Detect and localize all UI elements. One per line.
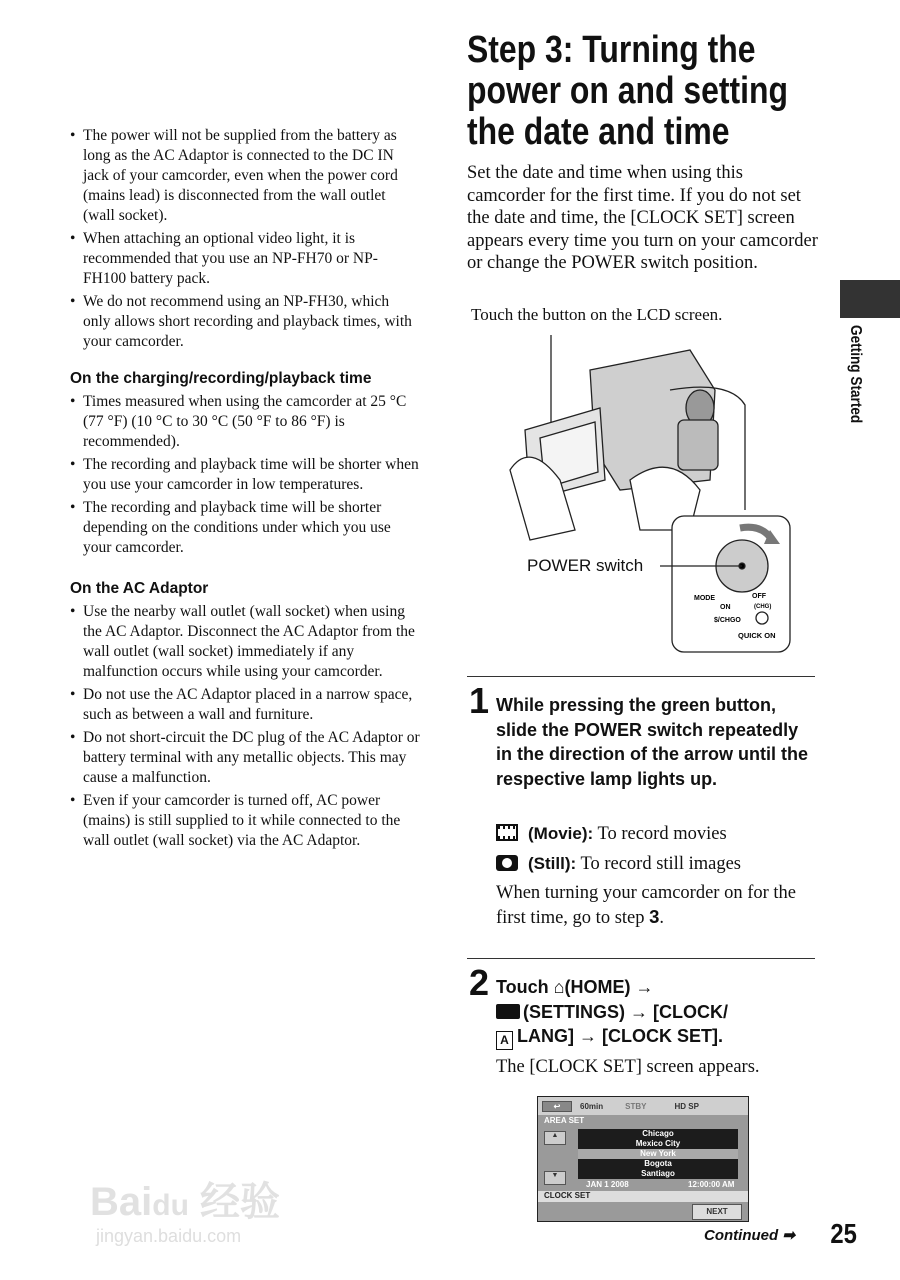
divider (467, 958, 815, 959)
intro-text: Set the date and time when using this camcorder for the first time. If you do not set the date and time, the [CLOCK SET] screen appears every time you turn on your camcorder or change the POWER switch position. (467, 163, 818, 273)
dial-label-on: ON (720, 604, 731, 611)
section-heading-charging: On the charging/recording/playback time (70, 370, 372, 387)
next-button[interactable]: NEXT (692, 1204, 742, 1220)
title-line: Step 3: Turning the (467, 29, 756, 71)
camcorder-illustration (500, 330, 800, 660)
side-tab-label: Getting Started (847, 325, 864, 424)
city-option[interactable]: Bogota (644, 1159, 672, 1168)
return-button[interactable]: ↩ (542, 1101, 572, 1112)
step-ref: 3 (649, 906, 660, 927)
note-end: . (659, 908, 665, 928)
note-text: When turning your camcorder on for the first time, go to step (496, 883, 797, 928)
scroll-up-button[interactable]: ▲ (544, 1131, 566, 1145)
city-option[interactable]: Mexico City (635, 1139, 681, 1148)
page-number: 25 (830, 1218, 857, 1249)
city-option[interactable]: Chicago (642, 1129, 674, 1138)
side-tab-marker (840, 280, 900, 318)
scroll-down-button[interactable]: ▼ (544, 1171, 566, 1185)
still-label: (Still): (528, 854, 577, 873)
dial-label-mode: MODE (694, 595, 715, 602)
movie-text: To record movies (597, 824, 727, 844)
city-option[interactable]: New York (578, 1149, 738, 1159)
dial-label-flash: $/CHGO (714, 617, 741, 624)
watermark-url: jingyan.baidu.com (96, 1226, 242, 1246)
movie-mode-line (496, 822, 727, 846)
bullet-item: • When attaching an optional video light, it is recommended that you use an NP-FH70 or NP-FH100 battery pack. (70, 229, 420, 289)
date-display: JAN 1 2008 (586, 1180, 629, 1189)
home-icon: ⌂ (553, 977, 565, 997)
clock-set-screen (537, 1096, 749, 1222)
city-option[interactable]: Santiago (641, 1169, 675, 1178)
area-set-label: AREA SET (544, 1116, 585, 1125)
time-display: 12:00:00 AM (688, 1180, 735, 1189)
step1-heading: While pressing the green button, slide the POWER switch repeatedly in the direction of the arrow until the respective lamp lights up. (496, 695, 809, 789)
bullet-item: • Even if your camcorder is turned off, AC power (mains) is still supplied to it while connected to the wall outlet (wall socket) via the AC Adaptor. (70, 791, 420, 851)
home-text: (HOME) → (564, 977, 654, 997)
arrow-right-icon: ➡ (782, 1227, 795, 1244)
bullet-item: • The recording and playback time will be shorter depending on the conditions under which you use your camcorder. (70, 498, 420, 558)
battery-remaining: 60min (580, 1101, 604, 1111)
bullet-item: • The power will not be supplied from the battery as long as the AC Adaptor is connected to the DC IN jack of your camcorder, even when the power cord (mains lead) is disconnected from the wall outlet (wall socket). (70, 126, 420, 226)
bullet-item: • Do not use the AC Adaptor placed in a narrow space, such as between a wall and furniture. (70, 685, 420, 725)
bullet-item: • We do not recommend using an NP-FH30, which only allows short recording and playback times, with your camcorder. (70, 292, 420, 352)
language-icon: A (496, 1031, 513, 1050)
step1-note (496, 882, 821, 930)
clock-set-label: CLOCK SET (538, 1191, 748, 1202)
step-number: 1 (469, 680, 490, 721)
camera-icon (496, 855, 518, 871)
touch-text: Touch (496, 977, 549, 997)
dial-label-chg: (CHG) (754, 604, 772, 610)
quality-label: HD SP (674, 1101, 699, 1111)
still-mode-line (496, 852, 741, 876)
page-title (467, 30, 849, 153)
section-heading-ac-adaptor: On the AC Adaptor (70, 580, 209, 597)
divider (467, 676, 815, 677)
bullet-item: • Times measured when using the camcorder at 25 °C (77 °F) (10 °C to 30 °C (50 °F to 86 °F) is recommended). (70, 392, 420, 452)
city-list[interactable] (578, 1129, 738, 1179)
toolbox-icon (496, 1004, 520, 1019)
dial-label-off: OFF (752, 593, 766, 600)
dial-label-quick-on: QUICK ON (738, 631, 776, 640)
figure-caption: Touch the button on the LCD screen. (471, 305, 723, 324)
watermark-logo: Baidu 经验 (90, 1180, 281, 1224)
status-label: STBY (625, 1101, 647, 1111)
step-number: 2 (469, 962, 490, 1003)
lang-text: LANG] → [CLOCK SET]. (517, 1026, 723, 1046)
title-line: power on and setting (467, 70, 788, 112)
bullet-item: • Do not short-circuit the DC plug of the AC Adaptor or battery terminal with any metallic objects. This may cause a malfunction. (70, 728, 420, 788)
movie-label: (Movie): (528, 824, 594, 843)
movie-icon (496, 824, 518, 841)
still-text: To record still images (580, 854, 741, 874)
left-column (70, 126, 420, 854)
continued-label (704, 1226, 795, 1244)
step2-heading (496, 975, 826, 1050)
step2-note: The [CLOCK SET] screen appears. (496, 1057, 760, 1077)
title-line: the date and time (467, 111, 730, 153)
power-switch-label: POWER switch (527, 556, 644, 575)
bullet-item: • Use the nearby wall outlet (wall socket) when using the AC Adaptor. Disconnect the AC Adaptor from the wall outlet (wall socket) immediately if any malfunction occurs while using your camcorder. (70, 602, 420, 682)
continued-text: Continued (704, 1227, 779, 1244)
bullet-item: • The recording and playback time will be shorter when you use your camcorder in low temperatures. (70, 455, 420, 495)
settings-text: (SETTINGS) → [CLOCK/ (523, 1001, 728, 1022)
